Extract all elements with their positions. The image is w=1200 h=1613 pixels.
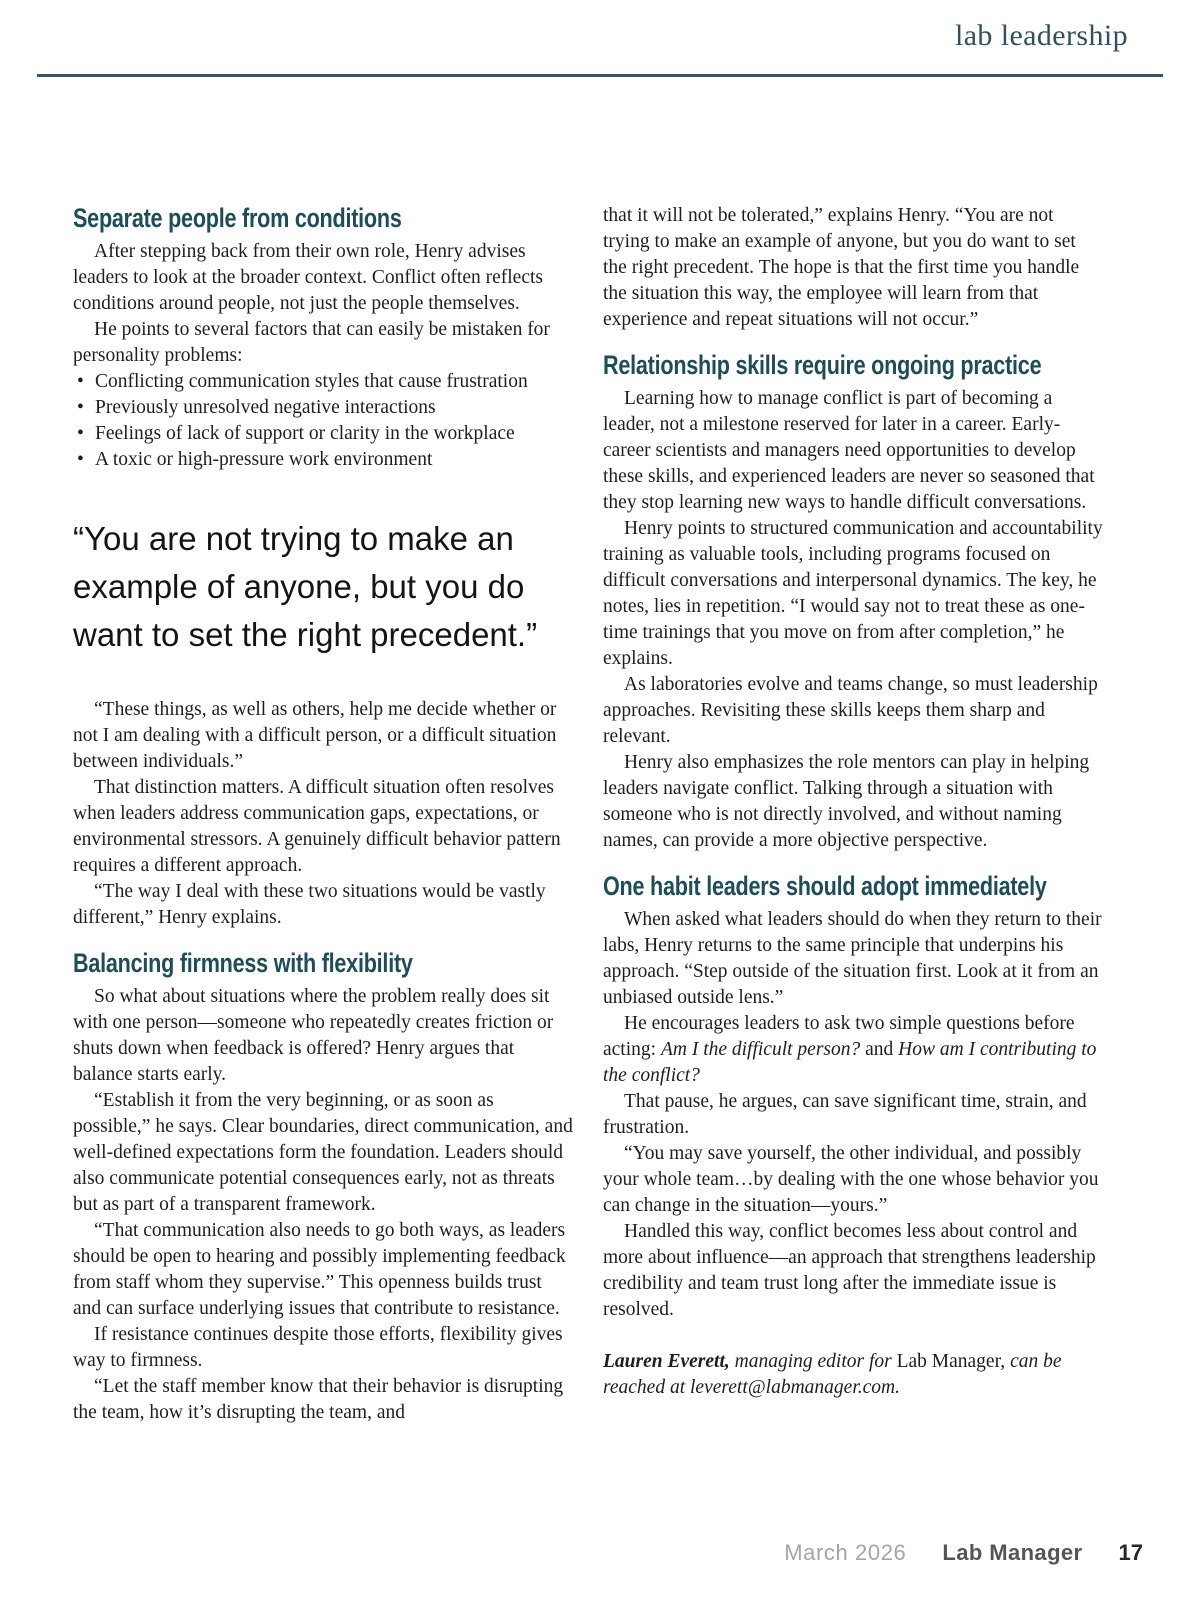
paragraph: “These things, as well as others, help me decide whether or not I am dealing with a difficult person, or a difficult situation between individuals.” bbox=[73, 699, 557, 772]
paragraph: “The way I deal with these two situations would be vastly different,” Henry explains. bbox=[73, 881, 546, 928]
left-column bbox=[73, 203, 573, 1426]
publication-name: Lab Manager, bbox=[896, 1351, 1006, 1372]
author-role: managing editor for bbox=[729, 1351, 897, 1372]
factor-list bbox=[73, 369, 573, 473]
paragraph: After stepping back from their own role, Henry advises leaders to look at the broader context. Conflict often reflects conditions around people, not just the people themselves. bbox=[73, 241, 543, 314]
paragraph: “Let the staff member know that their behavior is disrupting the team, how it’s disrupting the team, and bbox=[73, 1376, 564, 1423]
paragraph: That pause, he argues, can save significant time, strain, and frustration. bbox=[603, 1091, 1087, 1138]
pull-quote: “You are not trying to make an example of anyone, but you do want to set the right precedent.” bbox=[73, 520, 538, 653]
paragraph: As laboratories evolve and teams change, so must leadership approaches. Revisiting these skills keeps them sharp and relevant. bbox=[603, 674, 1098, 747]
heading-balancing-firmness: Balancing firmness with flexibility bbox=[73, 948, 413, 978]
paragraph: “You may save yourself, the other individual, and possibly your whole team…by dealing with the one whose behavior you can change in the situation—yours.” bbox=[603, 1143, 1099, 1216]
paragraph: When asked what leaders should do when they return to their labs, Henry returns to the same principle that underpins his approach. “Step outside of the situation first. Look at it from an unbiased outside lens.” bbox=[603, 909, 1102, 1008]
right-column bbox=[603, 203, 1103, 1426]
list-item: • A toxic or high-pressure work environment bbox=[73, 447, 573, 473]
author-byline bbox=[603, 1349, 1103, 1401]
paragraph: Handled this way, conflict becomes less about control and more about influence—an approach that strengthens leadership credibility and team trust long after the immediate issue is resolved. bbox=[603, 1221, 1096, 1320]
paragraph-segment: and bbox=[860, 1039, 899, 1060]
article-body bbox=[73, 203, 1103, 1426]
paragraph-with-italics bbox=[603, 1011, 1103, 1089]
paragraph: that it will not be tolerated,” explains Henry. “You are not trying to make an example of anyone, but you do want to set the right precedent. The hope is that the first time you handle the situation this way, the employee will learn from that experience and repeat situations will not occur.” bbox=[603, 205, 1080, 330]
author-name: Lauren Everett, bbox=[603, 1351, 730, 1372]
author-contact: can be reached at leverett@labmanager.com. bbox=[603, 1351, 1062, 1398]
list-item: • Previously unresolved negative interactions bbox=[73, 395, 573, 421]
issue-date: March 2026 bbox=[784, 1540, 907, 1565]
heading-one-habit: One habit leaders should adopt immediately bbox=[603, 871, 1047, 901]
magazine-title: Lab Manager bbox=[942, 1540, 1083, 1565]
paragraph: “Establish it from the very beginning, or as soon as possible,” he says. Clear boundaries, direct communication, and well-defined expectations form the foundation. Leaders should also communicate potential consequences early, not as threats but as part of a transparent framework. bbox=[73, 1090, 573, 1215]
paragraph: So what about situations where the problem really does sit with one person—someone who repeatedly creates friction or shuts down when feedback is offered? Henry argues that balance starts early. bbox=[73, 986, 554, 1085]
paragraph: Henry also emphasizes the role mentors can play in helping leaders navigate conflict. Talking through a situation with someone who is not directly involved, and without naming names, can provide a more objective perspective. bbox=[603, 752, 1090, 851]
list-item: • Feelings of lack of support or clarity in the workplace bbox=[73, 421, 573, 447]
list-item: • Conflicting communication styles that cause frustration bbox=[73, 369, 573, 395]
header-rule bbox=[37, 74, 1163, 77]
heading-relationship-skills: Relationship skills require ongoing practice bbox=[603, 350, 1042, 380]
page-number: 17 bbox=[1118, 1540, 1143, 1565]
paragraph: Learning how to manage conflict is part of becoming a leader, not a milestone reserved for later in a career. Early-career scientists and managers need opportunities to develop these skills, and experienced leaders are never so seasoned that they stop learning new ways to handle difficult conversations. bbox=[603, 388, 1095, 513]
heading-separate-people: Separate people from conditions bbox=[73, 203, 402, 233]
italic-question: How am I contributing to the conflict? bbox=[603, 1039, 1097, 1086]
paragraph-segment: He encourages leaders to ask two simple questions before acting: bbox=[603, 1013, 1075, 1060]
paragraph: That distinction matters. A difficult situation often resolves when leaders address communication gaps, expectations, or environmental stressors. A genuinely difficult behavior pattern requires a different approach. bbox=[73, 777, 561, 876]
page-footer bbox=[784, 1540, 1143, 1566]
italic-question: Am I the difficult person? bbox=[660, 1039, 861, 1060]
section-label: lab leadership bbox=[954, 19, 1128, 52]
paragraph: If resistance continues despite those efforts, flexibility gives way to firmness. bbox=[73, 1324, 563, 1371]
paragraph: He points to several factors that can easily be mistaken for personality problems: bbox=[73, 319, 550, 366]
paragraph: “That communication also needs to go both ways, as leaders should be open to hearing and possibly implementing feedback from staff whom they supervise.” This openness builds trust and can surface underlying issues that contribute to resistance. bbox=[73, 1220, 566, 1319]
paragraph: Henry points to structured communication and accountability training as valuable tools, including programs focused on difficult conversations and interpersonal dynamics. The key, he notes, lies in repetition. “I would say not to treat these as one-time trainings that you move on from after completion,” he explains. bbox=[603, 518, 1103, 669]
